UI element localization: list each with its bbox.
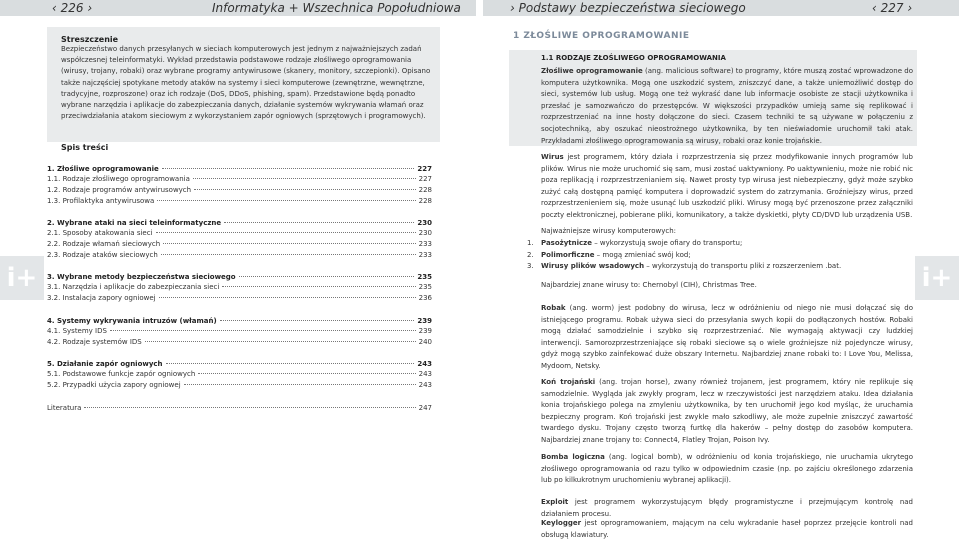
toc-entry-title: 5. Działanie zapór ogniowych bbox=[47, 360, 163, 368]
toc-entry-title: 2. Wybrane ataki na sieci teleinformatyczne bbox=[47, 219, 222, 227]
toc-entry bbox=[47, 196, 432, 206]
toc-leader-dots bbox=[184, 384, 416, 385]
toc-entry-title: 3.2. Instalacja zapory ogniowej bbox=[47, 294, 156, 302]
toc-entry-page: 236 bbox=[418, 294, 432, 302]
toc-entry-page: 243 bbox=[417, 360, 432, 368]
toc-entry bbox=[47, 282, 432, 292]
right-side-logo: i+ bbox=[915, 256, 959, 300]
toc-entry-page: 230 bbox=[418, 229, 432, 237]
toc-entry-title: 5.1. Podstawowe funkcje zapór ogniowych bbox=[47, 370, 196, 378]
toc-leader-dots bbox=[84, 407, 415, 408]
toc-entry-page: 239 bbox=[417, 317, 432, 325]
toc-entry bbox=[47, 359, 432, 369]
toc-entry-title: 4.1. Systemy IDS bbox=[47, 327, 107, 335]
toc-entry-page: 230 bbox=[417, 219, 432, 227]
toc-leader-dots bbox=[145, 341, 416, 342]
toc-leader-dots bbox=[198, 373, 415, 374]
toc-entry-title: 1. Złośliwe oprogramowanie bbox=[47, 165, 159, 173]
toc-entry bbox=[47, 218, 432, 228]
toc-entry-page: 247 bbox=[418, 404, 432, 412]
toc-entry-title: 5.2. Przypadki użycia zapory ogniowej bbox=[47, 381, 181, 389]
toc-entry-page: 243 bbox=[418, 370, 432, 378]
keylogger-paragraph: Keylogger jest oprogramowaniem, mającym na celu wykradanie haseł poprzez przejęcie kontroli nad obsługą klawiatury. bbox=[541, 519, 913, 539]
toc-leader-dots bbox=[110, 330, 416, 331]
exploit-paragraph: Exploit jest programem wykorzystującym błędy programistyczne i przejmującym kontrolę nad działaniem procesu. bbox=[541, 498, 913, 518]
toc-entry-page: 243 bbox=[418, 381, 432, 389]
toc-entry bbox=[47, 403, 432, 413]
toc-entry bbox=[47, 239, 432, 249]
right-page-number: ‹ 227 › bbox=[872, 1, 913, 15]
toc-entry-title: 4. Systemy wykrywania intruzów (włamań) bbox=[47, 317, 217, 325]
toc-entry-page: 227 bbox=[418, 175, 432, 183]
toc-entry-page: 227 bbox=[417, 165, 432, 173]
toc-entry-page: 239 bbox=[418, 327, 432, 335]
toc-entry bbox=[47, 326, 432, 336]
list-item: 2. Polimorficzne – mogą zmieniać swój kod; bbox=[527, 250, 691, 259]
toc-entry-page: 235 bbox=[418, 283, 432, 291]
toc-entry-title: 1.1. Rodzaje złośliwego oprogramowania bbox=[47, 175, 190, 183]
toc-title: Spis treści bbox=[61, 143, 109, 152]
toc-leader-dots bbox=[222, 286, 415, 287]
toc-entry-page: 228 bbox=[418, 197, 432, 205]
toc-entry-title: 3.1. Narzędzia i aplikacje do zabezpieczania sieci bbox=[47, 283, 220, 291]
toc-leader-dots bbox=[193, 178, 416, 179]
toc-entry bbox=[47, 337, 432, 347]
famous-viruses: Najbardziej znane wirusy to: Chernobyl (CIH), Christmas Tree. bbox=[541, 281, 757, 289]
toc-entry-title: 2.3. Rodzaje ataków sieciowych bbox=[47, 251, 158, 259]
list-item: 3. Wirusy plików wsadowych – wykorzystują do transportu pliki z rozszerzeniem .bat. bbox=[527, 262, 842, 271]
toc-leader-dots bbox=[163, 243, 415, 244]
virus-paragraph: Wirus jest programem, który działa i rozprzestrzenia się przez modyfikowanie innych programów lub plików. Wirus nie może uruchomić się sam, musi zostać uaktywniony. Po uaktywnieniu, może nie robić nic poza replikacją i rozprzestrzenianiem się. Nawet prosty typ wirusa jest niebezpieczny, gdyż może szybko zużyć całą dostępną pamięć komputera i doprowadzić system do zatrzymania. Groźniejszy wirus, przed rozprzestrzenieniem się, może usunąć lub uszkodzić pliki. Wirusy mogą być przenoszone przez załączniki poczty elektronicznej, pobierane pliki, komunikatory, a także dyskietki, płyty CD/DVD lub urządzenia USB. bbox=[541, 153, 913, 219]
toc-entry-page: 233 bbox=[418, 251, 432, 259]
toc-entry bbox=[47, 316, 432, 326]
toc-leader-dots bbox=[161, 254, 416, 255]
virus-list-intro: Najważniejsze wirusy komputerowych: bbox=[541, 227, 676, 235]
trojan-paragraph: Koń trojański (ang. trojan horse), zwany również trojanem, jest programem, który nie replikuje się samodzielnie. Wygląda jak zwykły program, lecz w rzeczywistości jest narzędziem ataku. Idea działania konia trojańskiego polega na zmyleniu użytkownika, by ten uruchomił jego kod myśląc, że uruchamia bezpieczny program. Koń trojański jest zwykle mało szkodliwy, ale może zupełnie zniszczyć zawartość twardego dysku. Trojany często tworzą furtkę dla hakerów – pełny dostęp do zasobów komputera. Najbardziej znane trojany to: Connect4, Flatley Trojan, Poison Ivy. bbox=[541, 378, 914, 444]
toc-entry-page: 235 bbox=[417, 273, 432, 281]
section-heading: 1 ZŁOŚLIWE OPROGRAMOWANIE bbox=[513, 31, 690, 41]
toc-entry-page: 233 bbox=[418, 240, 432, 248]
toc-leader-dots bbox=[220, 320, 415, 321]
left-page-number: ‹ 226 › bbox=[52, 1, 93, 15]
toc-leader-dots bbox=[157, 200, 415, 201]
subsection-heading: 1.1 RODZAJE ZŁOŚLIWEGO OPROGRAMOWANIA bbox=[541, 54, 726, 62]
toc-leader-dots bbox=[156, 232, 416, 233]
left-running-title: Informatyka + Wszechnica Popołudniowa bbox=[212, 1, 461, 15]
toc-entry-page: 228 bbox=[418, 186, 432, 194]
toc-entry bbox=[47, 272, 432, 282]
toc-entry bbox=[47, 369, 432, 379]
toc-entry-title: 2.2. Rodzaje włamań sieciowych bbox=[47, 240, 161, 248]
left-side-logo: i+ bbox=[0, 256, 44, 300]
toc-entry bbox=[47, 164, 432, 174]
toc-leader-dots bbox=[239, 276, 415, 277]
abstract-text: Bezpieczeństwo danych przesyłanych w sieciach komputerowych jest jednym z najważniejszych zadań współczesnej teleinformatyki. Wykład przedstawia podstawowe rodzaje złośliwego oprogramowania (wirusy, trojany, robaki) oraz wybrane programy antywirusowe (skanery, monitory, szczepionki). Opisano także najczęściej spotykane metody ataków na systemy i sieci komputerowe (zewnętrzne, wewnętrzne, tradycyjne, rozproszone) oraz ich rodzaje (DoS, DDoS, phishing, spam). Przedstawione będą ponadto wybrane narzędzia i aplikacje do zabezpieczania danych, działanie systemów wykrywania włamań oraz przeciwdziałania atakom sieciowym z wykorzystaniem zapór ogniowych (sprzętowych i programowych). bbox=[61, 45, 431, 121]
worm-paragraph: Robak (ang. worm) jest podobny do wirusa, lecz w odróżnieniu od niego nie musi dołączać się do istniejącego programu. Robak używa sieci do przesyłania swych kopii do podłączonych hostów. Robaki mogą działać samodzielnie i szybko się rozprzestrzeniać. Nie wymagają aktywacji czy ludzkiej interwencji. Samorozprzestrzeniające się robaki sieciowe są o wiele groźniejsze niż pojedyncze wirusy, gdyż mogą szybko zainfekować duże obszary Internetu. Najbardziej znane robaki to: I Love You, Melissa, Mydoom, Netsky. bbox=[541, 304, 913, 370]
list-item: 1. Pasożytnicze – wykorzystują swoje ofiary do transportu; bbox=[527, 239, 743, 247]
virus-types-list bbox=[527, 238, 915, 273]
toc-entry-title: 2.1. Sposoby atakowania sieci bbox=[47, 229, 153, 237]
toc-leader-dots bbox=[166, 363, 415, 364]
toc-entry-title: 1.3. Profilaktyka antywirusowa bbox=[47, 197, 155, 205]
toc-entry-page: 240 bbox=[418, 338, 432, 346]
toc-entry-title: 4.2. Rodzaje systemów IDS bbox=[47, 338, 142, 346]
definition-text: Złośliwe oprogramowanie (ang. malicious software) to programy, które muszą zostać wprowadzone do komputera użytkownika. Mogą one uszkodzić system, zniszczyć dane, a także uniemożliwić dostęp do sieci, systemów lub usług. Mogą one też wykraść dane lub informacje osobiste ze stacji użytkownika i przesłać je samozwańczo do przestępców. W większości przypadków umieją same się replikować i rozprzestrzeniać na inne hosty dołączone do sieci. Czasem techniki te są używane w połączeniu z socjotechniką, aby oszukać nieostrożnego użytkownika, by ten nieświadomie uruchomił taki atak. Przykładami złośliwego oprogramowania są wirusy, robaki oraz konie trojańskie. bbox=[541, 67, 913, 145]
toc-entry bbox=[47, 228, 432, 238]
toc-entry bbox=[47, 380, 432, 390]
right-running-title: › Podstawy bezpieczeństwa sieciowego bbox=[510, 1, 746, 15]
toc-leader-dots bbox=[194, 189, 416, 190]
toc-entry-title: 1.2. Rodzaje programów antywirusowych bbox=[47, 186, 192, 194]
abstract-title: Streszczenie bbox=[61, 35, 119, 44]
toc-entry bbox=[47, 185, 432, 195]
toc-leader-dots bbox=[224, 222, 414, 223]
toc-leader-dots bbox=[159, 297, 416, 298]
toc-entry-title: Literatura bbox=[47, 404, 82, 412]
toc-entry bbox=[47, 250, 432, 260]
toc-leader-dots bbox=[162, 168, 415, 169]
toc-entry-title: 3. Wybrane metody bezpieczeństwa sieciowego bbox=[47, 273, 236, 281]
toc-entry bbox=[47, 293, 432, 303]
logic-bomb-paragraph: Bomba logiczna (ang. logical bomb), w odróżnieniu od konia trojańskiego, nie uruchamia ukrytego złośliwego oprogramowania od razu tylko w odpowiednim czasie (np. po zajściu określonego zdarzenia lub po kilkukrotnym uruchomieniu wybranej aplikacji). bbox=[541, 453, 913, 485]
toc-entry bbox=[47, 174, 432, 184]
